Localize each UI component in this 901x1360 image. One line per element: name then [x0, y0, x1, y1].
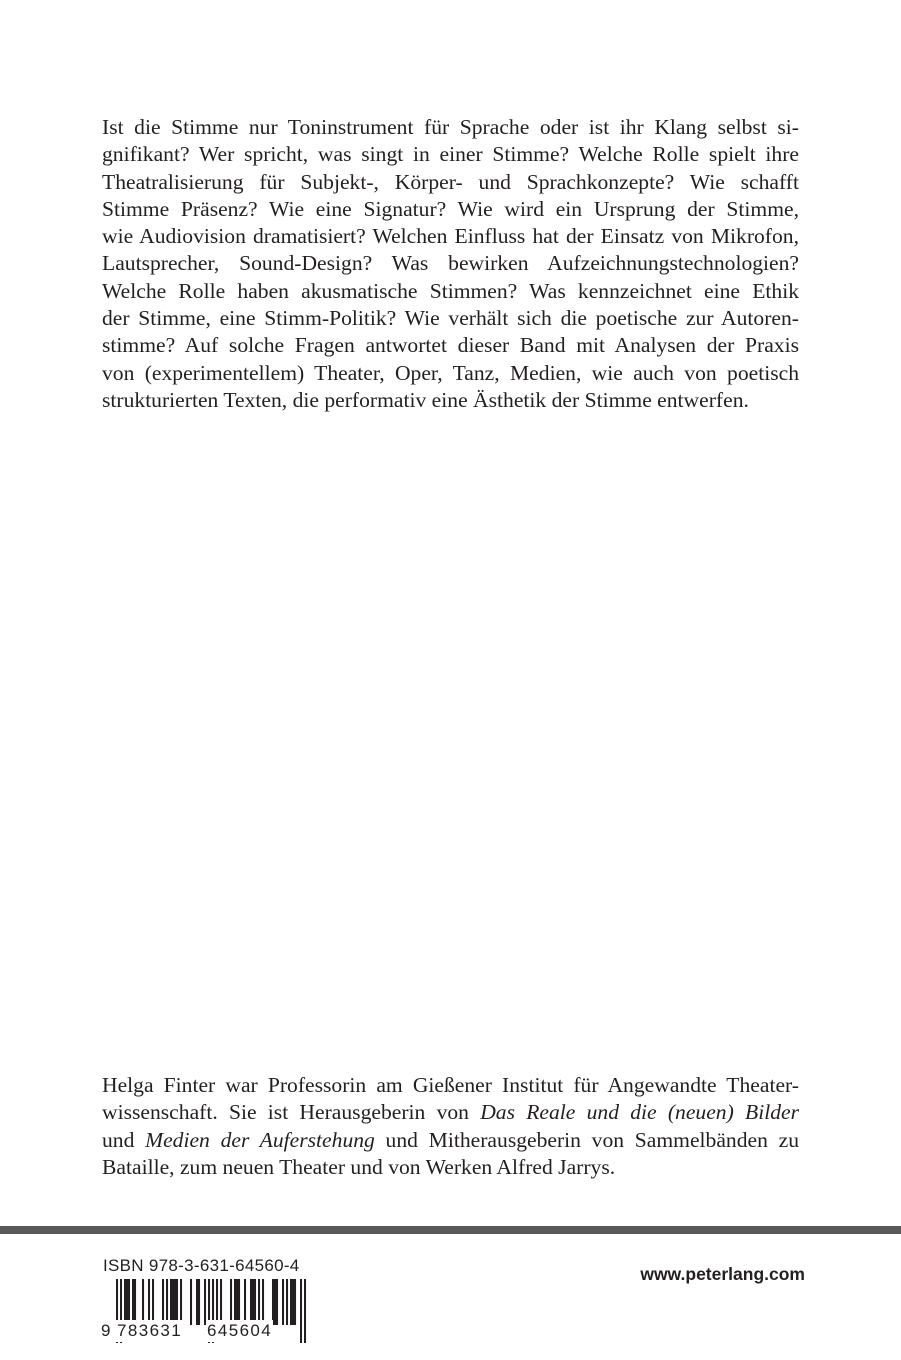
barcode-bar: [216, 1279, 218, 1325]
barcode-bar: [254, 1279, 256, 1325]
description-line: von (experimentellem) Theater, Oper, Tanz, Medien, wie auch von poetisch: [102, 360, 799, 385]
barcode-bar: [282, 1279, 284, 1325]
description-line: Ist die Stimme nur Toninstrument für Sprache oder ist ihr Klang selbst si-: [102, 115, 799, 139]
barcode-bar: [174, 1279, 176, 1325]
description-line: Theatralisierung für Subjekt-, Körper- und Sprachkonzepte? Wie schafft: [102, 169, 799, 194]
description-line: stimme? Auf solche Fragen antwortet dieser Band mit Analysen der Praxis: [102, 333, 799, 358]
bio-line: [102, 1127, 799, 1154]
barcode-bar: [234, 1279, 236, 1325]
barcode-bar: [128, 1279, 130, 1325]
barcode-bar: [258, 1279, 260, 1325]
isbn-label: ISBN 978-3-631-64560-4: [103, 1256, 300, 1275]
book-description: [102, 114, 799, 414]
barcode-bar: [148, 1279, 150, 1325]
barcode-digits-right: 645604: [207, 1321, 273, 1340]
barcode-bar: [230, 1279, 232, 1325]
author-bio: [102, 1072, 799, 1181]
barcode-bar: [244, 1279, 246, 1325]
barcode-bar: [124, 1279, 126, 1325]
barcode-bar: [162, 1279, 164, 1325]
description-line: wie Audiovision dramatisiert? Welchen Einfluss hat der Einsatz von Mikrofon,: [102, 224, 799, 249]
barcode-bar: [126, 1279, 128, 1325]
publisher-website: www.peterlang.com: [640, 1264, 805, 1284]
bio-text: und: [102, 1127, 146, 1152]
barcode-bar: [272, 1279, 274, 1325]
barcode-bar: [262, 1279, 264, 1325]
barcode-bar: [274, 1279, 276, 1325]
barcode-bar: [250, 1279, 252, 1325]
bio-line: Helga Finter war Professorin am Gießener Institut für Angewandte Theater-: [102, 1073, 799, 1097]
barcode-bar: [180, 1279, 182, 1325]
description-line: strukturierten Texten, die performativ eine Ästhetik der Stimme entwerfen.: [102, 387, 749, 412]
barcode-bar: [220, 1279, 222, 1325]
barcode-bar: [276, 1279, 278, 1325]
barcode-bar: [166, 1279, 168, 1325]
barcode-bar: [286, 1279, 288, 1325]
description-line: der Stimme, eine Stimm-Politik? Wie verhält sich die poetische zur Autoren-: [102, 306, 799, 331]
barcode-bar: [294, 1279, 296, 1325]
barcode-bar: [290, 1279, 292, 1325]
barcode-bar: [238, 1279, 240, 1325]
book-title-reale: Das Reale und die (neuen) Bilder: [480, 1100, 799, 1125]
bio-line: [102, 1099, 799, 1126]
description-line: Lautsprecher, Sound-Design? Was bewirken Aufzeichnungstechnologien?: [102, 251, 799, 276]
barcode-bar: [152, 1279, 154, 1325]
barcode-bar: [134, 1279, 136, 1325]
barcode-bar: [132, 1279, 134, 1325]
description-line: Stimme Präsenz? Wie eine Signatur? Wie wird ein Ursprung der Stimme,: [102, 196, 799, 221]
barcode-bar: [190, 1279, 192, 1325]
bio-line: Bataille, zum neuen Theater und von Werken Alfred Jarrys.: [102, 1154, 616, 1179]
barcode-number: [100, 1320, 310, 1348]
barcode-bar: [196, 1279, 198, 1325]
book-title-auferstehung: Medien der Auferstehung: [145, 1127, 375, 1152]
bio-text: und Mitherausgeberin von Sammelbänden zu: [374, 1127, 800, 1152]
barcode-bar: [176, 1279, 178, 1325]
barcode-digits-left: 783631: [117, 1321, 183, 1340]
barcode-bar: [204, 1279, 206, 1325]
barcode-bar: [292, 1279, 294, 1325]
bio-text: wissenschaft. Sie ist Herausgeberin von: [102, 1100, 481, 1125]
barcode-bar: [252, 1279, 254, 1325]
description-line: Welche Rolle haben akusmatische Stimmen? Was kennzeichnet eine Ethik: [102, 278, 799, 303]
barcode-bar: [236, 1279, 238, 1325]
barcode-bar: [170, 1279, 172, 1325]
barcode-bar: [142, 1279, 144, 1325]
barcode-digit-prefix: 9: [101, 1321, 112, 1340]
description-line: gnifikant? Wer spricht, was singt in einer Stimme? Welche Rolle spielt ihre: [102, 142, 799, 167]
footer-divider: [0, 1226, 901, 1234]
barcode-bar: [172, 1279, 174, 1325]
barcode-bar: [198, 1279, 200, 1325]
